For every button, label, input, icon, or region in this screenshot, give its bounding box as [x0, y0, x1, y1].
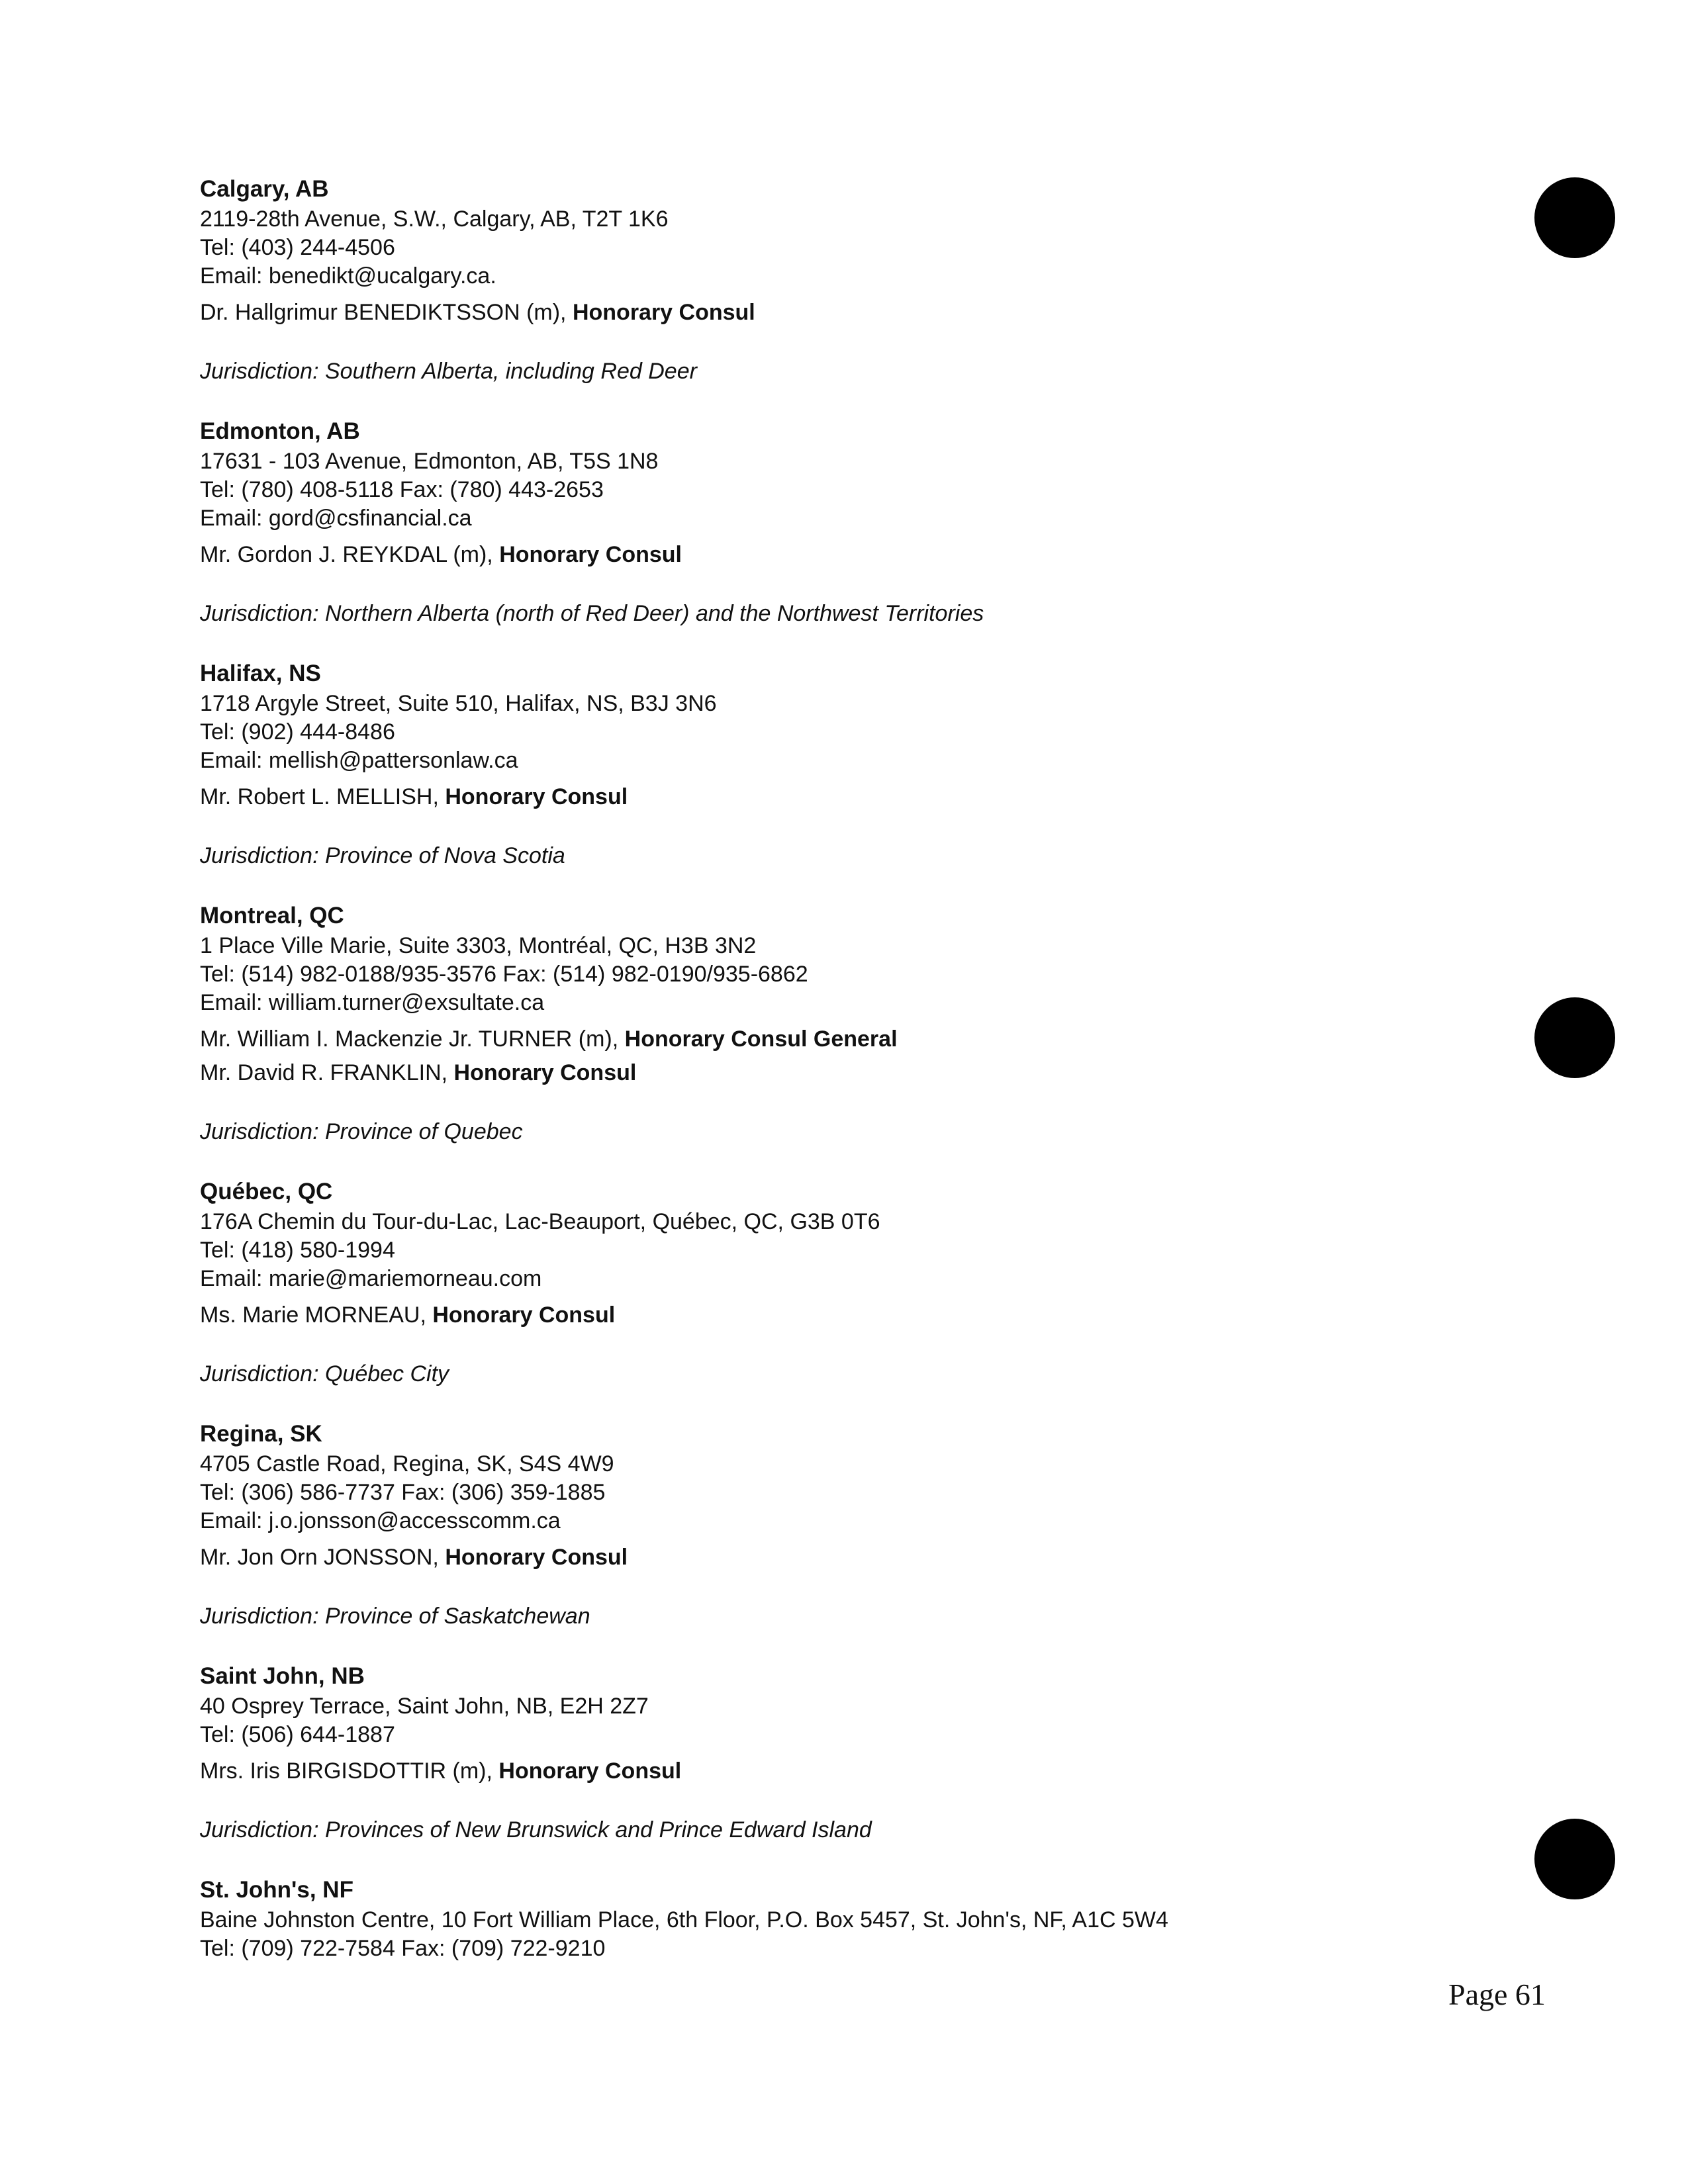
- jurisdiction: Jurisdiction: Province of Quebec: [200, 1119, 523, 1144]
- punch-hole-middle: [1534, 997, 1615, 1078]
- city-heading: Halifax, NS: [200, 660, 321, 686]
- city-heading: Saint John, NB: [200, 1663, 365, 1689]
- consulate-entry: [200, 1874, 1391, 1963]
- city-heading: Regina, SK: [200, 1421, 322, 1447]
- page-number: Page 61: [1448, 1978, 1546, 2011]
- consul-title: Honorary Consul General: [624, 1026, 898, 1052]
- city-heading: St. John's, NF: [200, 1877, 353, 1903]
- contact-line: 17631 - 103 Avenue, Edmonton, AB, T5S 1N8: [200, 449, 659, 474]
- contact-line: Email: mellish@pattersonlaw.ca: [200, 748, 518, 773]
- consul-title: Honorary Consul: [453, 1060, 637, 1085]
- contact-line: Email: benedikt@ucalgary.ca.: [200, 263, 496, 289]
- jurisdiction: Jurisdiction: Northern Alberta (north of Red Deer) and the Northwest Territories: [200, 601, 984, 626]
- consul-name: Mr. William I. Mackenzie Jr. TURNER (m),: [200, 1026, 625, 1052]
- consul-person: [200, 1754, 1391, 1788]
- contact-line: Tel: (709) 722-7584 Fax: (709) 722-9210: [200, 1936, 606, 1961]
- contact-line: Tel: (514) 982-0188/935-3576 Fax: (514) 982-0190/935-6862: [200, 962, 808, 987]
- consul-person: [200, 1023, 1391, 1056]
- contact-line: 1718 Argyle Street, Suite 510, Halifax, NS, B3J 3N6: [200, 691, 717, 716]
- consul-name: Dr. Hallgrimur BENEDIKTSSON (m),: [200, 300, 573, 325]
- consul-name: Mr. David R. FRANKLIN,: [200, 1060, 454, 1085]
- contact-line: 2119-28th Avenue, S.W., Calgary, AB, T2T 1K6: [200, 206, 669, 232]
- consul-name: Ms. Marie MORNEAU,: [200, 1302, 433, 1328]
- consulate-entry: [200, 658, 1391, 870]
- city-heading: Edmonton, AB: [200, 418, 360, 444]
- contact-line: Email: marie@mariemorneau.com: [200, 1266, 542, 1291]
- consul-person: [200, 1056, 1391, 1090]
- punch-hole-bottom: [1534, 1819, 1615, 1899]
- consulate-entry: [200, 173, 1391, 386]
- contact-line: Email: gord@csfinancial.ca: [200, 506, 472, 531]
- punch-hole-top: [1534, 177, 1615, 258]
- consulate-entry: [200, 1418, 1391, 1631]
- consul-name: Mr. Robert L. MELLISH,: [200, 784, 445, 809]
- consul-person: [200, 296, 1391, 330]
- consul-title: Honorary Consul: [432, 1302, 616, 1328]
- consul-directory: [200, 173, 1391, 1963]
- consul-person: [200, 538, 1391, 572]
- contact-line: 1 Place Ville Marie, Suite 3303, Montréal, QC, H3B 3N2: [200, 933, 757, 958]
- contact-line: Tel: (418) 580-1994: [200, 1238, 395, 1263]
- contact-line: Tel: (306) 586-7737 Fax: (306) 359-1885: [200, 1480, 606, 1505]
- consulate-entry: [200, 1661, 1391, 1844]
- contact-line: Baine Johnston Centre, 10 Fort William Place, 6th Floor, P.O. Box 5457, St. John's, NF, A1C 5W4: [200, 1907, 1168, 1933]
- jurisdiction: Jurisdiction: Province of Saskatchewan: [200, 1604, 590, 1629]
- consul-title: Honorary Consul: [499, 542, 682, 567]
- jurisdiction: Jurisdiction: Provinces of New Brunswick and Prince Edward Island: [200, 1817, 872, 1843]
- contact-line: 40 Osprey Terrace, Saint John, NB, E2H 2Z7: [200, 1694, 649, 1719]
- jurisdiction: Jurisdiction: Québec City: [200, 1361, 449, 1387]
- jurisdiction: Jurisdiction: Province of Nova Scotia: [200, 843, 565, 868]
- consul-person: [200, 1541, 1391, 1574]
- consulate-entry: [200, 900, 1391, 1146]
- consul-person: [200, 780, 1391, 814]
- contact-line: Email: j.o.jonsson@accesscomm.ca: [200, 1508, 561, 1533]
- contact-line: Tel: (506) 644-1887: [200, 1722, 395, 1747]
- consul-person: [200, 1298, 1391, 1332]
- consul-name: Mr. Gordon J. REYKDAL (m),: [200, 542, 500, 567]
- contact-line: Email: william.turner@exsultate.ca: [200, 990, 545, 1015]
- consul-name: Mr. Jon Orn JONSSON,: [200, 1545, 445, 1570]
- contact-line: 4705 Castle Road, Regina, SK, S4S 4W9: [200, 1451, 614, 1477]
- consul-title: Honorary Consul: [445, 784, 628, 809]
- consul-title: Honorary Consul: [445, 1545, 628, 1570]
- jurisdiction: Jurisdiction: Southern Alberta, including Red Deer: [200, 359, 697, 384]
- consul-name: Mrs. Iris BIRGISDOTTIR (m),: [200, 1758, 499, 1784]
- consul-title: Honorary Consul: [498, 1758, 682, 1784]
- contact-line: Tel: (403) 244-4506: [200, 235, 395, 260]
- city-heading: Calgary, AB: [200, 176, 329, 202]
- consulate-entry: [200, 1176, 1391, 1388]
- contact-line: Tel: (902) 444-8486: [200, 719, 395, 745]
- contact-line: 176A Chemin du Tour-du-Lac, Lac-Beauport, Québec, QC, G3B 0T6: [200, 1209, 880, 1234]
- contact-line: Tel: (780) 408-5118 Fax: (780) 443-2653: [200, 477, 604, 502]
- city-heading: Montreal, QC: [200, 903, 344, 929]
- consul-title: Honorary Consul: [572, 300, 755, 325]
- consulate-entry: [200, 416, 1391, 628]
- city-heading: Québec, QC: [200, 1179, 333, 1205]
